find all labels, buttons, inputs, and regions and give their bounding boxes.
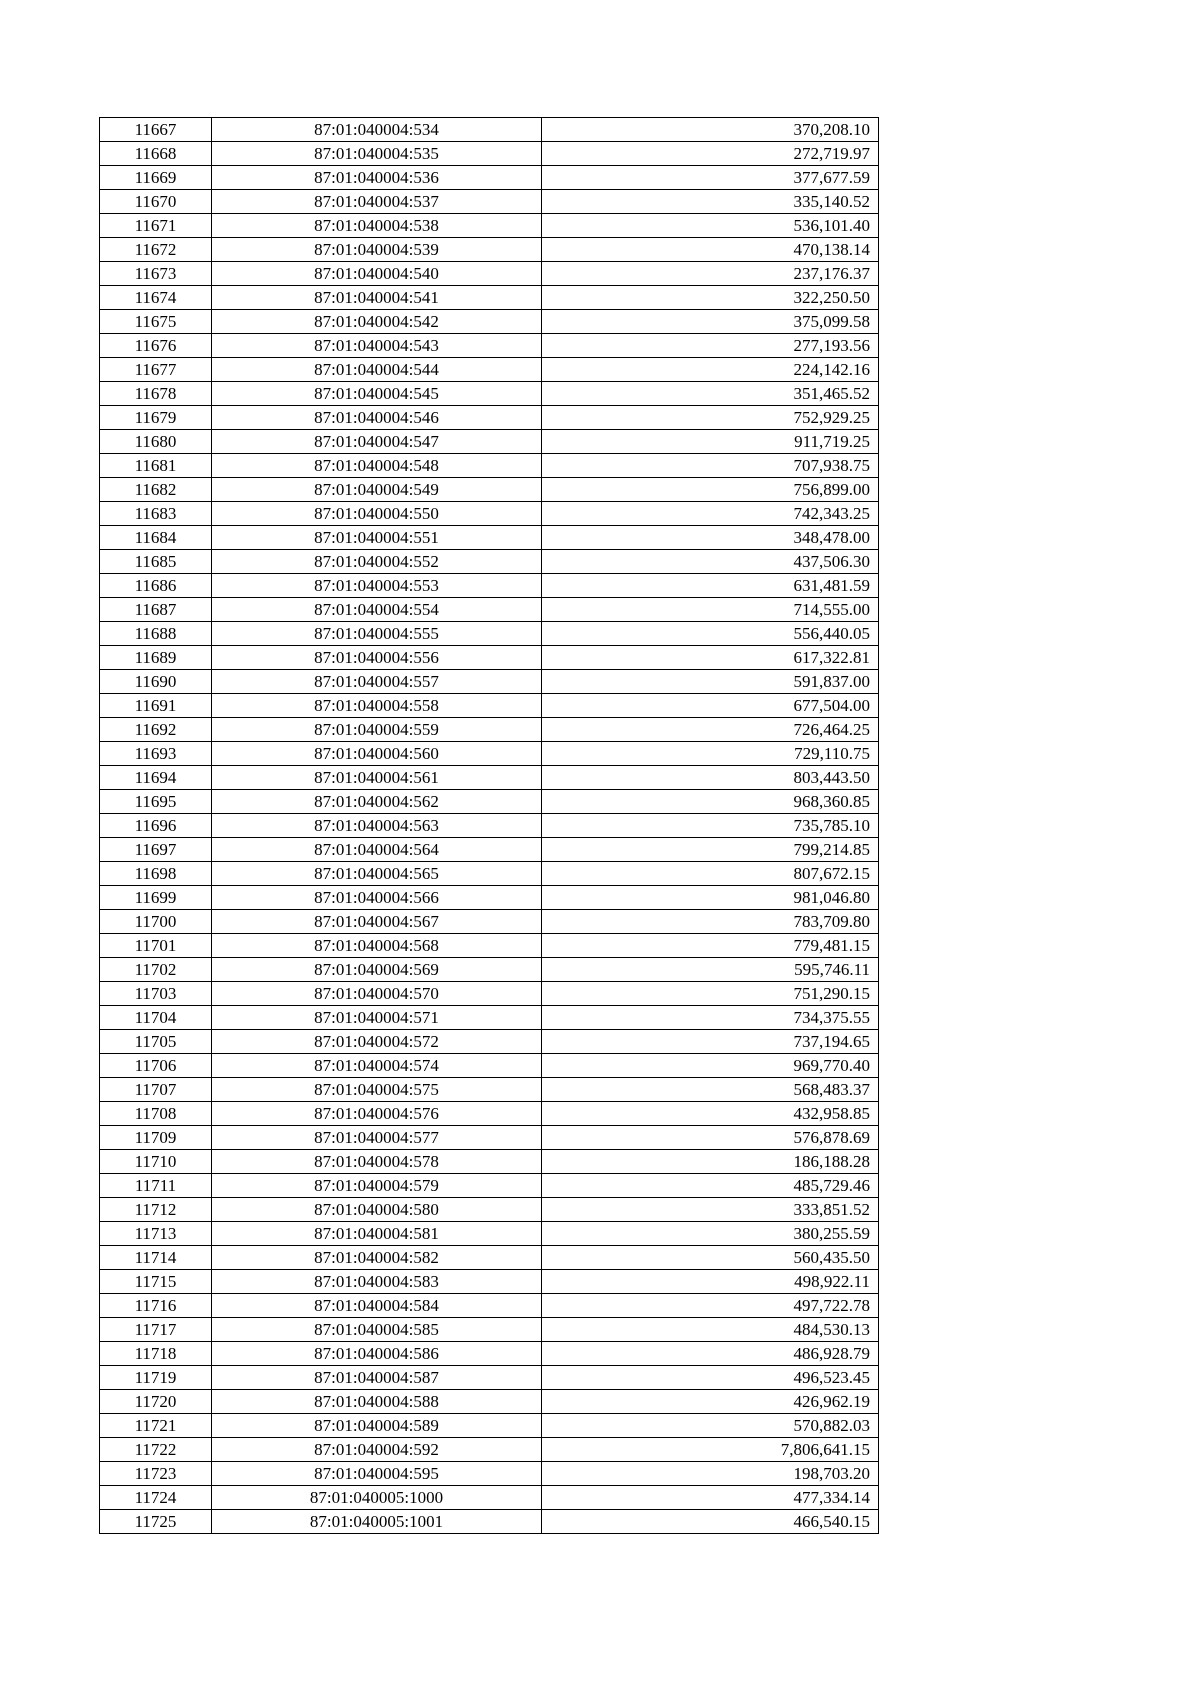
table-row [100, 1030, 879, 1054]
value-cell: 484,530.13 [542, 1318, 879, 1342]
value-cell: 803,443.50 [542, 766, 879, 790]
cadastral-number-cell: 87:01:040004:554 [212, 598, 542, 622]
value-cell: 591,837.00 [542, 670, 879, 694]
value-cell: 536,101.40 [542, 214, 879, 238]
cadastral-number-cell: 87:01:040004:536 [212, 166, 542, 190]
table-row [100, 1054, 879, 1078]
value-cell: 726,464.25 [542, 718, 879, 742]
cadastral-number-cell: 87:01:040004:558 [212, 694, 542, 718]
cadastral-number-cell: 87:01:040004:576 [212, 1102, 542, 1126]
row-number-cell: 11686 [100, 574, 212, 598]
row-number-cell: 11687 [100, 598, 212, 622]
cadastral-number-cell: 87:01:040004:543 [212, 334, 542, 358]
row-number-cell: 11673 [100, 262, 212, 286]
row-number-cell: 11722 [100, 1438, 212, 1462]
table-row [100, 214, 879, 238]
value-cell: 568,483.37 [542, 1078, 879, 1102]
value-cell: 375,099.58 [542, 310, 879, 334]
row-number-cell: 11694 [100, 766, 212, 790]
table-row [100, 1510, 879, 1534]
value-cell: 224,142.16 [542, 358, 879, 382]
cadastral-number-cell: 87:01:040004:566 [212, 886, 542, 910]
table-row [100, 1438, 879, 1462]
table-row [100, 718, 879, 742]
row-number-cell: 11704 [100, 1006, 212, 1030]
table-row [100, 262, 879, 286]
value-cell: 595,746.11 [542, 958, 879, 982]
row-number-cell: 11684 [100, 526, 212, 550]
row-number-cell: 11676 [100, 334, 212, 358]
value-cell: 380,255.59 [542, 1222, 879, 1246]
table-row [100, 622, 879, 646]
cadastral-number-cell: 87:01:040004:553 [212, 574, 542, 598]
row-number-cell: 11720 [100, 1390, 212, 1414]
value-cell: 335,140.52 [542, 190, 879, 214]
value-cell: 576,878.69 [542, 1126, 879, 1150]
table-row [100, 406, 879, 430]
table-row [100, 1414, 879, 1438]
table-row [100, 1366, 879, 1390]
value-cell: 799,214.85 [542, 838, 879, 862]
cadastral-number-cell: 87:01:040004:547 [212, 430, 542, 454]
table-row [100, 838, 879, 862]
value-cell: 486,928.79 [542, 1342, 879, 1366]
row-number-cell: 11674 [100, 286, 212, 310]
cadastral-number-cell: 87:01:040004:548 [212, 454, 542, 478]
table-row [100, 1222, 879, 1246]
row-number-cell: 11678 [100, 382, 212, 406]
cadastral-number-cell: 87:01:040004:569 [212, 958, 542, 982]
value-cell: 437,506.30 [542, 550, 879, 574]
value-cell: 742,343.25 [542, 502, 879, 526]
value-cell: 756,899.00 [542, 478, 879, 502]
table-row [100, 1126, 879, 1150]
cadastral-number-cell: 87:01:040004:564 [212, 838, 542, 862]
row-number-cell: 11701 [100, 934, 212, 958]
row-number-cell: 11675 [100, 310, 212, 334]
table-row [100, 1102, 879, 1126]
row-number-cell: 11683 [100, 502, 212, 526]
cadastral-number-cell: 87:01:040004:559 [212, 718, 542, 742]
cadastral-number-cell: 87:01:040004:560 [212, 742, 542, 766]
row-number-cell: 11670 [100, 190, 212, 214]
value-cell: 277,193.56 [542, 334, 879, 358]
table-row [100, 1006, 879, 1030]
value-cell: 751,290.15 [542, 982, 879, 1006]
cadastral-number-cell: 87:01:040005:1000 [212, 1486, 542, 1510]
cadastral-number-cell: 87:01:040004:579 [212, 1174, 542, 1198]
value-cell: 272,719.97 [542, 142, 879, 166]
row-number-cell: 11710 [100, 1150, 212, 1174]
table-row [100, 790, 879, 814]
cadastral-number-cell: 87:01:040004:584 [212, 1294, 542, 1318]
row-number-cell: 11697 [100, 838, 212, 862]
cadastral-number-cell: 87:01:040004:539 [212, 238, 542, 262]
table-row [100, 1174, 879, 1198]
table-row [100, 358, 879, 382]
cadastral-number-cell: 87:01:040004:545 [212, 382, 542, 406]
cadastral-number-cell: 87:01:040004:586 [212, 1342, 542, 1366]
cadastral-number-cell: 87:01:040004:578 [212, 1150, 542, 1174]
value-cell: 560,435.50 [542, 1246, 879, 1270]
cadastral-number-cell: 87:01:040004:537 [212, 190, 542, 214]
cadastral-number-cell: 87:01:040004:546 [212, 406, 542, 430]
row-number-cell: 11698 [100, 862, 212, 886]
value-cell: 617,322.81 [542, 646, 879, 670]
value-cell: 752,929.25 [542, 406, 879, 430]
cadastral-number-cell: 87:01:040004:580 [212, 1198, 542, 1222]
row-number-cell: 11718 [100, 1342, 212, 1366]
row-number-cell: 11700 [100, 910, 212, 934]
row-number-cell: 11693 [100, 742, 212, 766]
value-cell: 911,719.25 [542, 430, 879, 454]
table-row [100, 1150, 879, 1174]
cadastral-number-cell: 87:01:040004:550 [212, 502, 542, 526]
table-row [100, 1198, 879, 1222]
value-cell: 198,703.20 [542, 1462, 879, 1486]
row-number-cell: 11671 [100, 214, 212, 238]
table-row [100, 862, 879, 886]
table-row [100, 166, 879, 190]
value-cell: 734,375.55 [542, 1006, 879, 1030]
table-row [100, 958, 879, 982]
cadastral-number-cell: 87:01:040004:583 [212, 1270, 542, 1294]
row-number-cell: 11723 [100, 1462, 212, 1486]
cadastral-number-cell: 87:01:040004:562 [212, 790, 542, 814]
row-number-cell: 11713 [100, 1222, 212, 1246]
table-row [100, 1318, 879, 1342]
row-number-cell: 11688 [100, 622, 212, 646]
value-cell: 707,938.75 [542, 454, 879, 478]
row-number-cell: 11680 [100, 430, 212, 454]
table-row [100, 1294, 879, 1318]
table-row [100, 742, 879, 766]
cadastral-number-cell: 87:01:040004:575 [212, 1078, 542, 1102]
cadastral-number-cell: 87:01:040004:568 [212, 934, 542, 958]
row-number-cell: 11719 [100, 1366, 212, 1390]
row-number-cell: 11695 [100, 790, 212, 814]
table-row [100, 118, 879, 142]
row-number-cell: 11679 [100, 406, 212, 430]
cadastral-number-cell: 87:01:040004:549 [212, 478, 542, 502]
cadastral-number-cell: 87:01:040004:582 [212, 1246, 542, 1270]
cadastral-number-cell: 87:01:040004:552 [212, 550, 542, 574]
row-number-cell: 11708 [100, 1102, 212, 1126]
value-cell: 737,194.65 [542, 1030, 879, 1054]
value-cell: 470,138.14 [542, 238, 879, 262]
value-cell: 237,176.37 [542, 262, 879, 286]
row-number-cell: 11714 [100, 1246, 212, 1270]
value-cell: 7,806,641.15 [542, 1438, 879, 1462]
value-cell: 631,481.59 [542, 574, 879, 598]
row-number-cell: 11690 [100, 670, 212, 694]
cadastral-number-cell: 87:01:040004:563 [212, 814, 542, 838]
row-number-cell: 11712 [100, 1198, 212, 1222]
table-row [100, 886, 879, 910]
cadastral-number-cell: 87:01:040004:542 [212, 310, 542, 334]
table-row [100, 478, 879, 502]
row-number-cell: 11711 [100, 1174, 212, 1198]
value-cell: 556,440.05 [542, 622, 879, 646]
value-cell: 497,722.78 [542, 1294, 879, 1318]
cadastral-number-cell: 87:01:040004:589 [212, 1414, 542, 1438]
table-row [100, 694, 879, 718]
cadastral-number-cell: 87:01:040004:561 [212, 766, 542, 790]
table-row [100, 1078, 879, 1102]
cadastral-number-cell: 87:01:040004:585 [212, 1318, 542, 1342]
table-row [100, 190, 879, 214]
cadastral-number-cell: 87:01:040004:538 [212, 214, 542, 238]
row-number-cell: 11691 [100, 694, 212, 718]
cadastral-number-cell: 87:01:040004:581 [212, 1222, 542, 1246]
cadastral-number-cell: 87:01:040004:571 [212, 1006, 542, 1030]
row-number-cell: 11681 [100, 454, 212, 478]
table-row [100, 574, 879, 598]
table-row [100, 910, 879, 934]
table-row [100, 334, 879, 358]
row-number-cell: 11724 [100, 1486, 212, 1510]
table-row [100, 1342, 879, 1366]
row-number-cell: 11707 [100, 1078, 212, 1102]
value-cell: 981,046.80 [542, 886, 879, 910]
table-row [100, 238, 879, 262]
cadastral-number-cell: 87:01:040004:534 [212, 118, 542, 142]
table-row [100, 502, 879, 526]
row-number-cell: 11706 [100, 1054, 212, 1078]
table-row [100, 1390, 879, 1414]
cadastral-number-cell: 87:01:040004:557 [212, 670, 542, 694]
table-row [100, 982, 879, 1006]
value-cell: 351,465.52 [542, 382, 879, 406]
value-cell: 496,523.45 [542, 1366, 879, 1390]
table-row [100, 286, 879, 310]
row-number-cell: 11682 [100, 478, 212, 502]
table-row [100, 142, 879, 166]
cadastral-number-cell: 87:01:040004:577 [212, 1126, 542, 1150]
value-cell: 333,851.52 [542, 1198, 879, 1222]
value-cell: 968,360.85 [542, 790, 879, 814]
row-number-cell: 11699 [100, 886, 212, 910]
cadastral-number-cell: 87:01:040004:587 [212, 1366, 542, 1390]
table-row [100, 1270, 879, 1294]
value-cell: 485,729.46 [542, 1174, 879, 1198]
row-number-cell: 11716 [100, 1294, 212, 1318]
table-row [100, 550, 879, 574]
data-table [99, 117, 879, 1534]
value-cell: 426,962.19 [542, 1390, 879, 1414]
row-number-cell: 11721 [100, 1414, 212, 1438]
row-number-cell: 11689 [100, 646, 212, 670]
cadastral-number-cell: 87:01:040004:567 [212, 910, 542, 934]
cadastral-number-cell: 87:01:040004:570 [212, 982, 542, 1006]
cadastral-number-cell: 87:01:040004:556 [212, 646, 542, 670]
value-cell: 322,250.50 [542, 286, 879, 310]
cadastral-number-cell: 87:01:040004:535 [212, 142, 542, 166]
value-cell: 370,208.10 [542, 118, 879, 142]
value-cell: 432,958.85 [542, 1102, 879, 1126]
value-cell: 714,555.00 [542, 598, 879, 622]
value-cell: 186,188.28 [542, 1150, 879, 1174]
cadastral-number-cell: 87:01:040004:555 [212, 622, 542, 646]
value-cell: 807,672.15 [542, 862, 879, 886]
value-cell: 570,882.03 [542, 1414, 879, 1438]
row-number-cell: 11668 [100, 142, 212, 166]
row-number-cell: 11702 [100, 958, 212, 982]
table-body [100, 118, 879, 1534]
row-number-cell: 11709 [100, 1126, 212, 1150]
value-cell: 477,334.14 [542, 1486, 879, 1510]
table-row [100, 814, 879, 838]
value-cell: 498,922.11 [542, 1270, 879, 1294]
value-cell: 783,709.80 [542, 910, 879, 934]
row-number-cell: 11705 [100, 1030, 212, 1054]
cadastral-number-cell: 87:01:040004:551 [212, 526, 542, 550]
table-row [100, 934, 879, 958]
cadastral-number-cell: 87:01:040004:541 [212, 286, 542, 310]
row-number-cell: 11669 [100, 166, 212, 190]
value-cell: 969,770.40 [542, 1054, 879, 1078]
table-row [100, 526, 879, 550]
row-number-cell: 11692 [100, 718, 212, 742]
table-row [100, 670, 879, 694]
value-cell: 348,478.00 [542, 526, 879, 550]
table-row [100, 598, 879, 622]
cadastral-number-cell: 87:01:040004:588 [212, 1390, 542, 1414]
value-cell: 377,677.59 [542, 166, 879, 190]
cadastral-number-cell: 87:01:040005:1001 [212, 1510, 542, 1534]
table-row [100, 1486, 879, 1510]
row-number-cell: 11703 [100, 982, 212, 1006]
cadastral-number-cell: 87:01:040004:592 [212, 1438, 542, 1462]
row-number-cell: 11677 [100, 358, 212, 382]
table-row [100, 382, 879, 406]
cadastral-number-cell: 87:01:040004:595 [212, 1462, 542, 1486]
value-cell: 735,785.10 [542, 814, 879, 838]
value-cell: 779,481.15 [542, 934, 879, 958]
value-cell: 729,110.75 [542, 742, 879, 766]
table-row [100, 766, 879, 790]
row-number-cell: 11696 [100, 814, 212, 838]
row-number-cell: 11685 [100, 550, 212, 574]
cadastral-number-cell: 87:01:040004:572 [212, 1030, 542, 1054]
table-row [100, 646, 879, 670]
cadastral-number-cell: 87:01:040004:565 [212, 862, 542, 886]
cadastral-number-cell: 87:01:040004:540 [212, 262, 542, 286]
table-row [100, 430, 879, 454]
value-cell: 677,504.00 [542, 694, 879, 718]
row-number-cell: 11725 [100, 1510, 212, 1534]
value-cell: 466,540.15 [542, 1510, 879, 1534]
cadastral-number-cell: 87:01:040004:574 [212, 1054, 542, 1078]
cadastral-number-cell: 87:01:040004:544 [212, 358, 542, 382]
row-number-cell: 11672 [100, 238, 212, 262]
table-row [100, 1246, 879, 1270]
table-row [100, 310, 879, 334]
table-row [100, 1462, 879, 1486]
row-number-cell: 11717 [100, 1318, 212, 1342]
row-number-cell: 11715 [100, 1270, 212, 1294]
row-number-cell: 11667 [100, 118, 212, 142]
table-row [100, 454, 879, 478]
